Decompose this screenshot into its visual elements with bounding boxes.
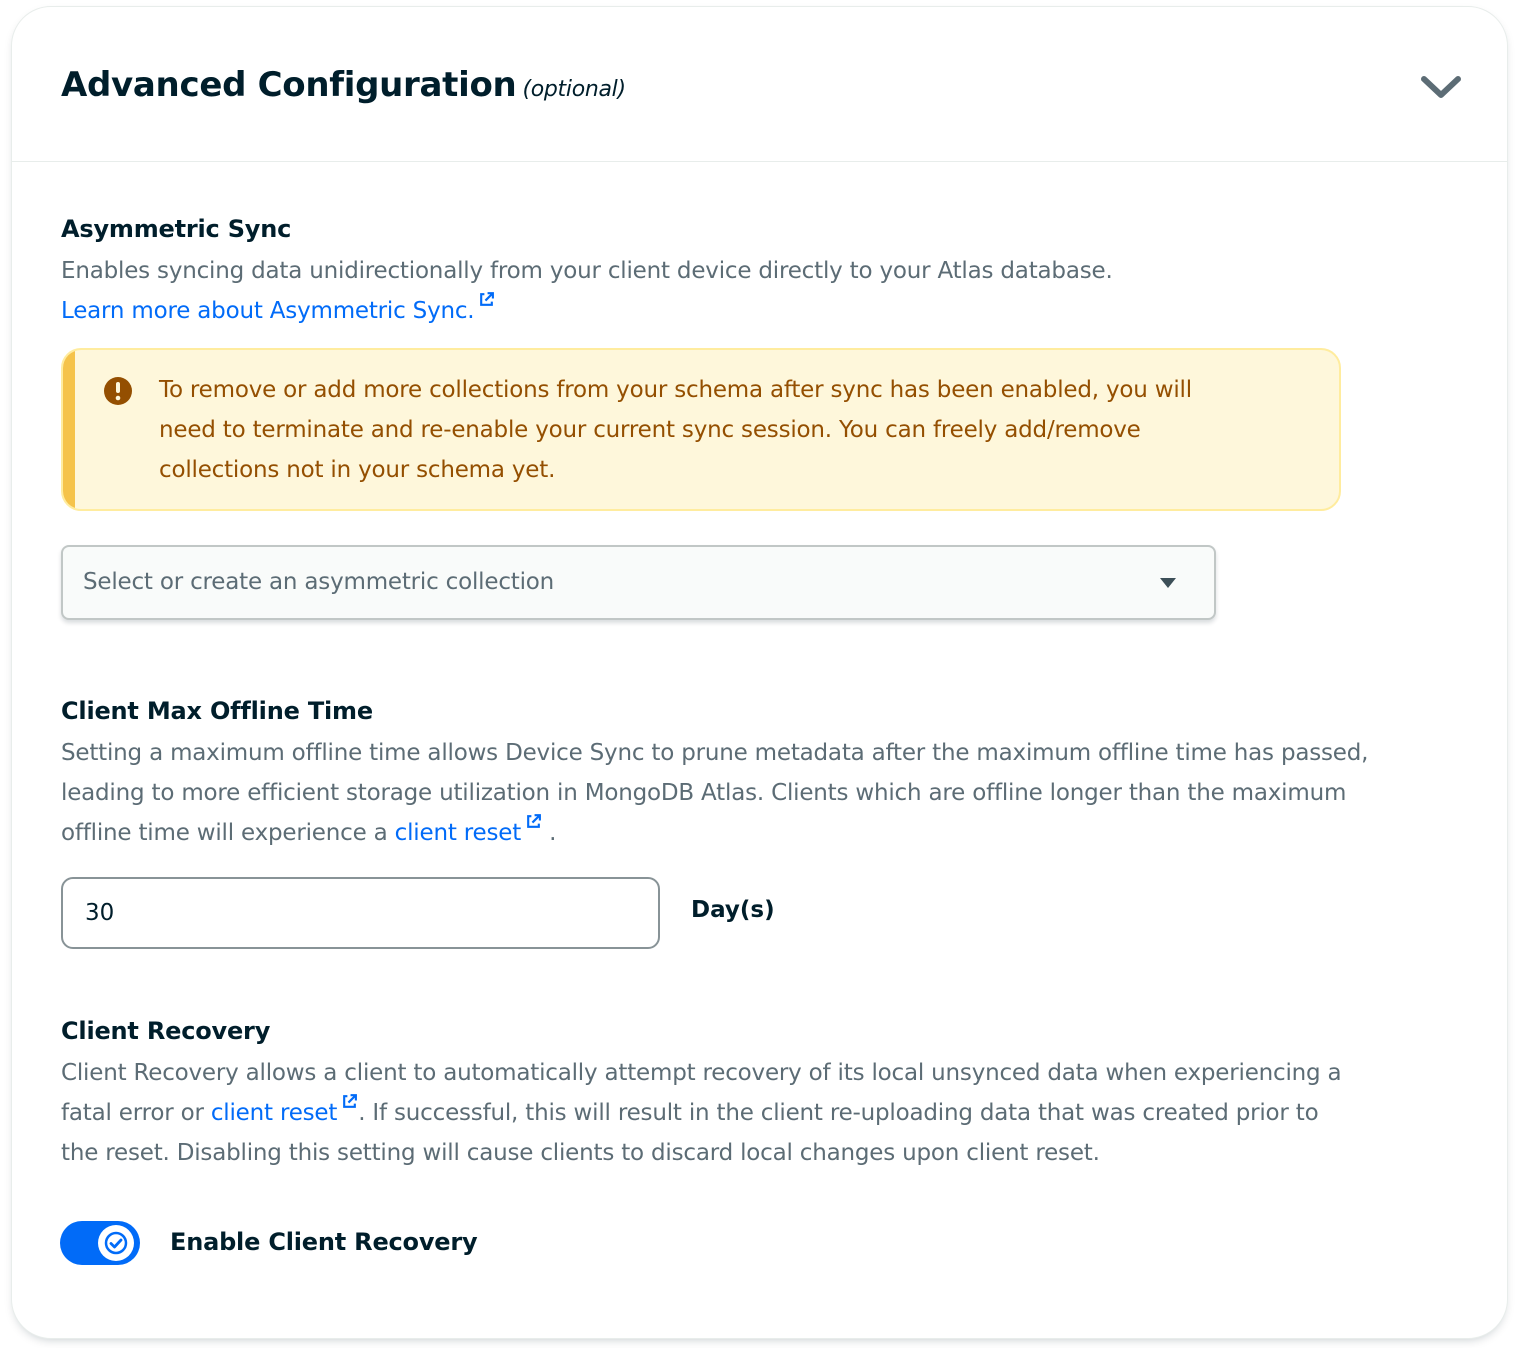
enable-client-recovery-toggle[interactable]	[60, 1221, 140, 1265]
client-reset-link[interactable]	[395, 820, 542, 846]
card-header[interactable]	[12, 7, 1507, 162]
toggle-knob	[98, 1225, 134, 1261]
learn-more-asymmetric-sync-link[interactable]	[61, 298, 495, 324]
warning-line-1: To remove or add more collections from your schema after sync has been enabled, you will	[159, 377, 1192, 403]
select-placeholder: Select or create an asymmetric collection	[83, 569, 555, 595]
asymmetric-sync-description	[61, 251, 1113, 331]
learn-more-link-text: Learn more about Asymmetric Sync.	[61, 298, 475, 324]
external-link-icon	[478, 291, 495, 308]
warning-line-3: collections not in your schema yet.	[159, 457, 556, 483]
client-reset-link[interactable]	[211, 1100, 358, 1126]
asymmetric-sync-title: Asymmetric Sync	[61, 215, 292, 243]
warning-text	[159, 370, 1299, 490]
client-recovery-line-1: Client Recovery allows a client to automatically attempt recovery of its local unsynced data when experiencing a	[61, 1060, 1342, 1086]
enable-client-recovery-label: Enable Client Recovery	[170, 1228, 478, 1256]
client-reset-link-text: client reset	[394, 820, 522, 846]
external-link-icon	[525, 813, 542, 830]
client-recovery-line-2-end: . If successful, this will result in the client re-uploading data that was created prior to	[358, 1100, 1319, 1126]
external-link-icon	[341, 1093, 358, 1110]
days-unit-label: Day(s)	[691, 897, 775, 923]
max-offline-line-2: leading to more efficient storage utilization in MongoDB Atlas. Clients which are offline longer than the maximum	[61, 780, 1347, 806]
client-recovery-description	[61, 1053, 1341, 1173]
asymmetric-collection-select[interactable]	[61, 545, 1216, 620]
page-title	[61, 65, 626, 105]
advanced-configuration-card	[11, 6, 1508, 1339]
max-offline-line-3: offline time will experience a	[61, 820, 388, 846]
max-offline-days-input[interactable]	[61, 877, 660, 949]
warning-banner	[61, 348, 1341, 511]
client-recovery-line-3: the reset. Disabling this setting will cause clients to discard local changes upon client reset.	[61, 1140, 1100, 1166]
title-optional: (optional)	[522, 77, 626, 102]
client-recovery-title: Client Recovery	[61, 1017, 271, 1045]
title-text: Advanced Configuration	[61, 65, 517, 105]
warning-icon	[103, 376, 133, 406]
max-offline-title: Client Max Offline Time	[61, 697, 373, 725]
check-icon	[104, 1231, 128, 1255]
max-offline-line-3-end: .	[549, 820, 557, 846]
warning-banner-accent	[63, 350, 75, 509]
caret-down-icon	[1159, 577, 1177, 589]
max-offline-description	[61, 733, 1368, 853]
chevron-down-icon[interactable]	[1419, 67, 1463, 107]
max-offline-line-1: Setting a maximum offline time allows Device Sync to prune metadata after the maximum offline time has passed,	[61, 740, 1369, 766]
client-reset-link-text: client reset	[210, 1100, 338, 1126]
asymmetric-sync-description-text: Enables syncing data unidirectionally from your client device directly to your Atlas database.	[61, 258, 1113, 284]
client-recovery-line-2: fatal error or	[61, 1100, 204, 1126]
warning-line-2: need to terminate and re-enable your current sync session. You can freely add/remove	[159, 417, 1141, 443]
